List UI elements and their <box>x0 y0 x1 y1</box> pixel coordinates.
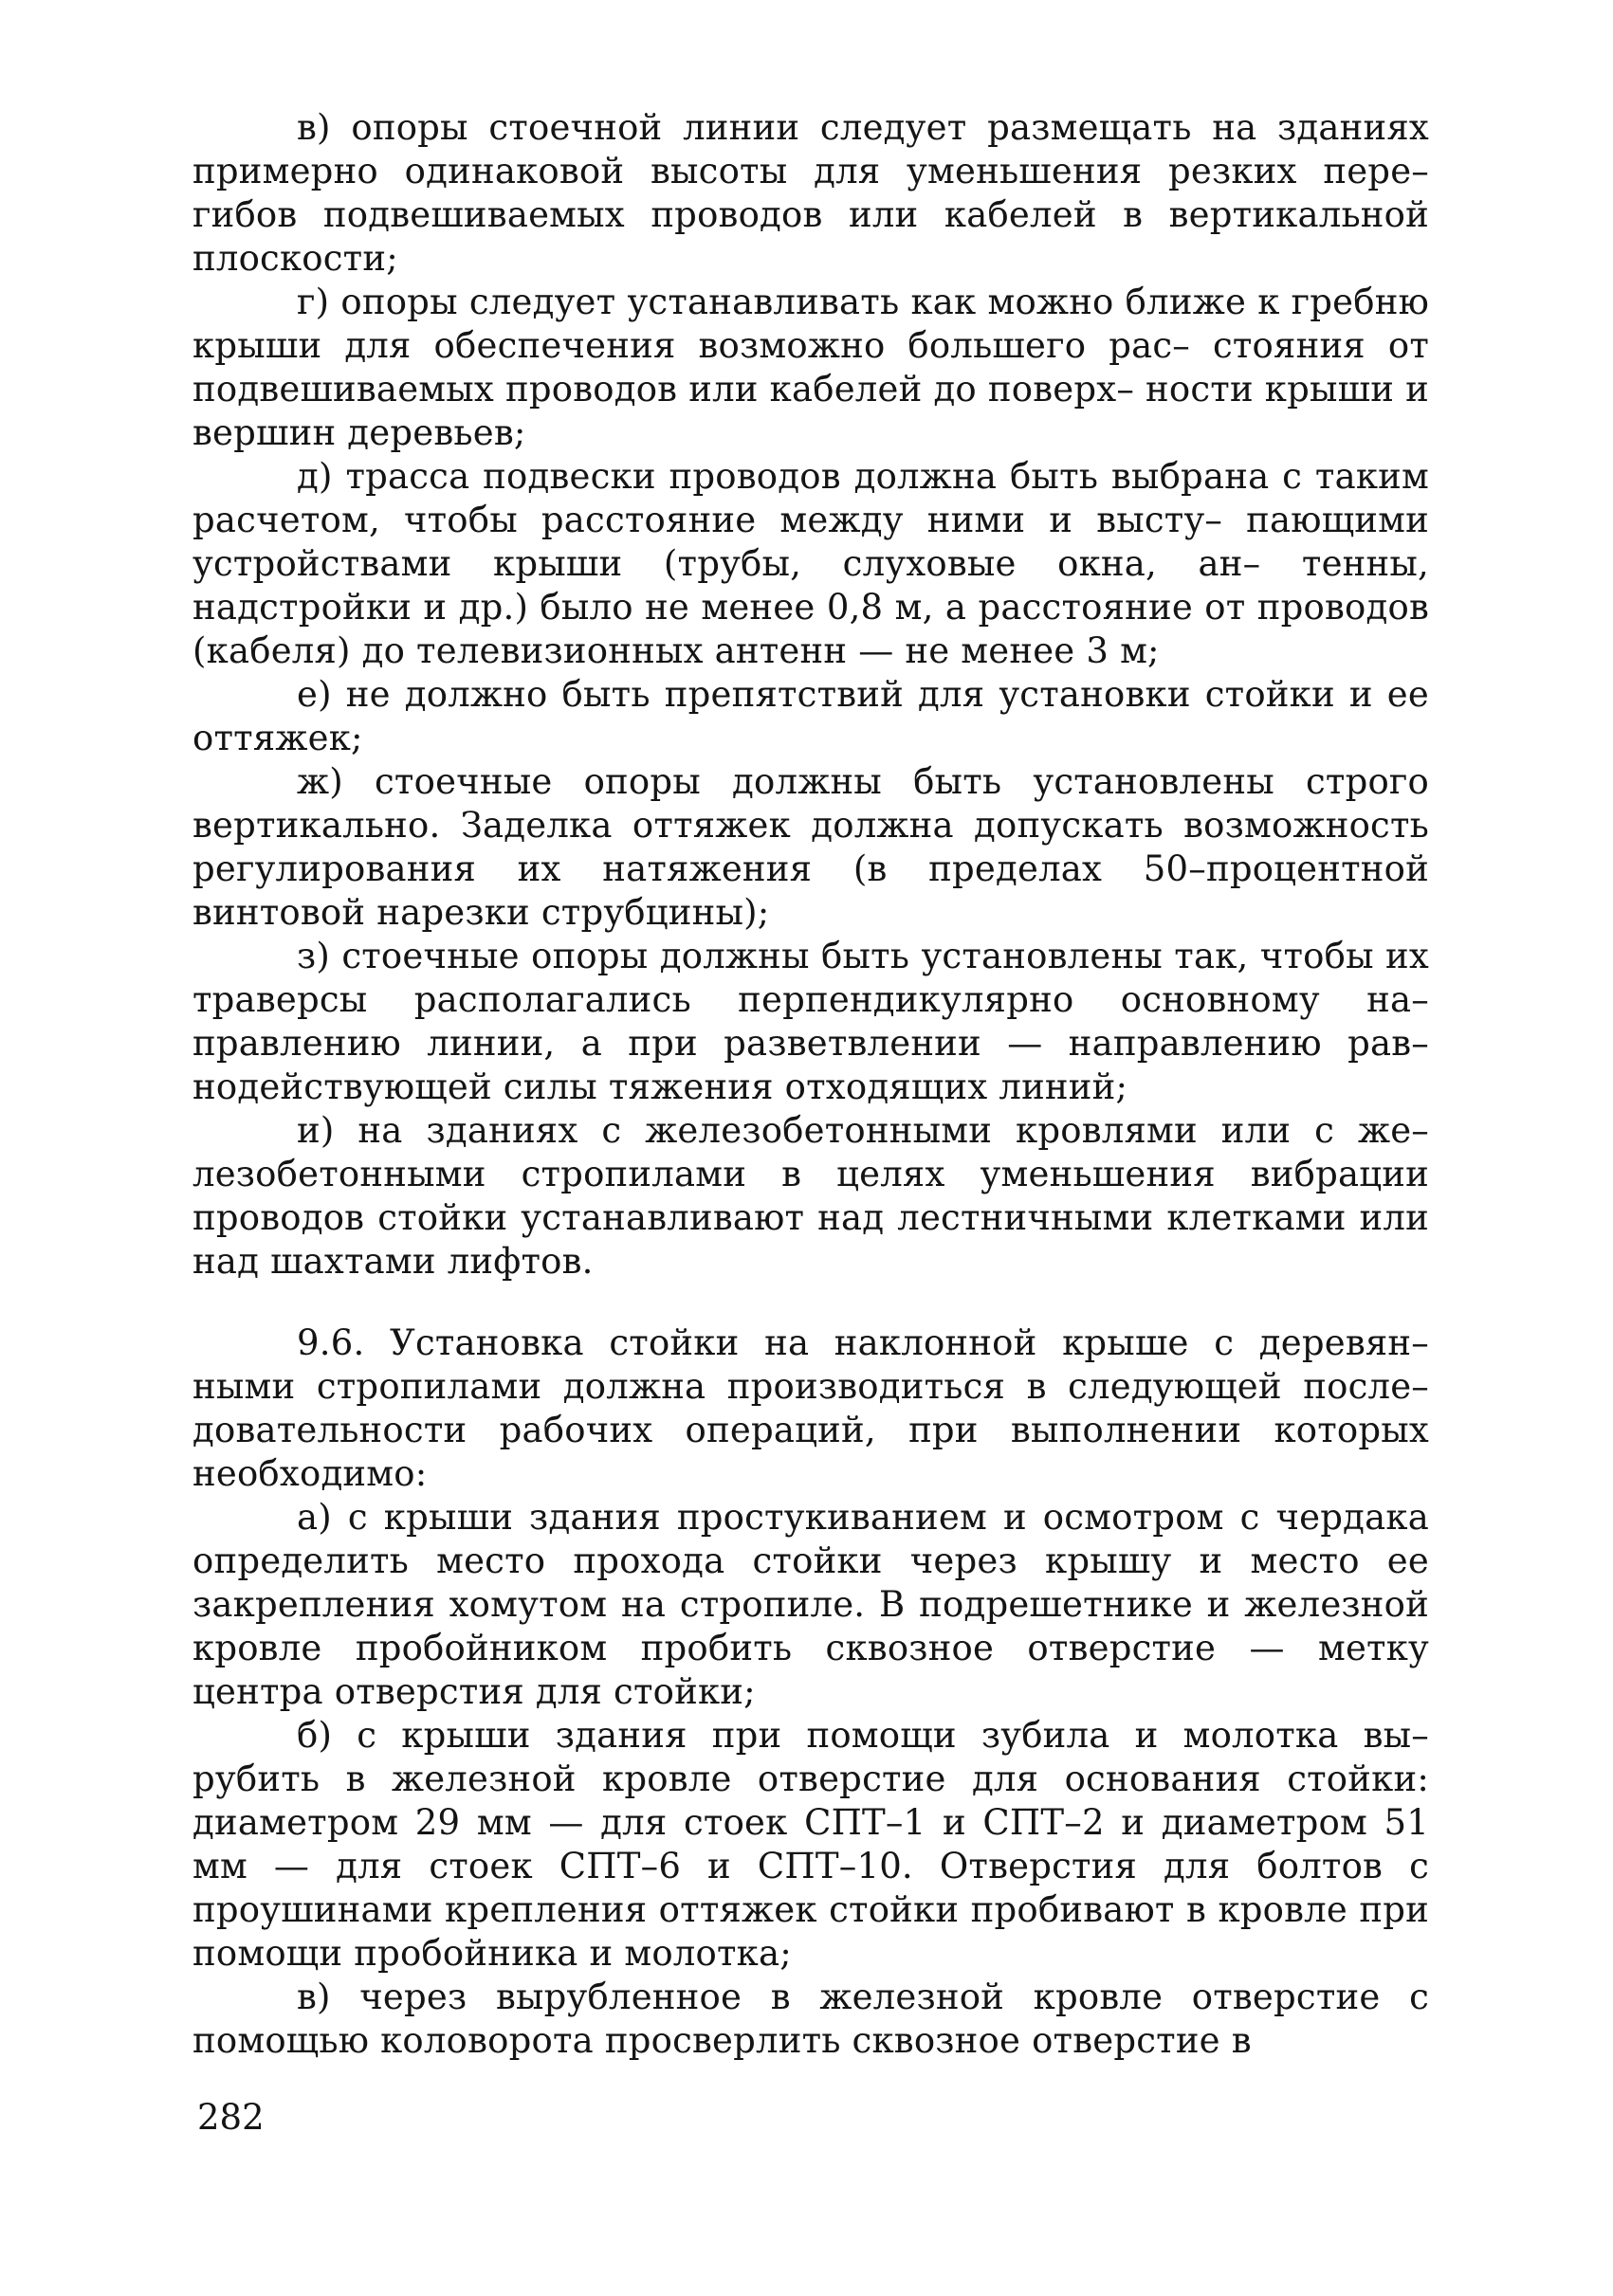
paragraph-item-g: г) опоры следует устанавливать как можно ближе к гребню крыши для обеспечения возможно большего рас– стояния от подвешиваемых проводов или кабелей до поверх– ности крыши и вершин деревьев; <box>192 282 1429 453</box>
paragraph-item-a: а) с крыши здания простукиванием и осмотром с чердака определить место прохода стойки через крышу и место ее закрепления хомутом на стропиле. В подрешетнике и железной кровле пробойником пробить сквозное отверстие — метку центра отверстия для стойки; <box>192 1497 1429 1712</box>
paragraph-item-v: в) опоры стоечной линии следует размещать на зданиях примерно одинаковой высоты для уменьшения резких пере– гибов подвешиваемых проводов или кабелей в вертикальной плоскости; <box>192 107 1429 279</box>
paragraph-item-d: д) трасса подвески проводов должна быть выбрана с таким расчетом, чтобы расстояние между ними и высту– пающими устройствами крыши (трубы, слуховые окна, ан– тенны, надстройки и др.) было не менее 0,8 м, а расстояние от проводов (кабеля) до телевизионных антенн — не менее 3 м; <box>192 456 1429 671</box>
paragraph-item-zh: ж) стоечные опоры должны быть установлены строго вертикально. Заделка оттяжек должна допускать возможность регулирования их натяжения (в пределах 50–процентной винтовой нарезки струбцины); <box>192 761 1429 933</box>
paragraph-item-i: и) на зданиях с железобетонными кровлями или с же– лезобетонными стропилами в целях уменьшения вибрации проводов стойки устанавливают над лестничными клетками или над шахтами лифтов. <box>192 1110 1429 1282</box>
paragraph-item-z: з) стоечные опоры должны быть установлены так, чтобы их траверсы располагались перпендикулярно основному на– правлению линии, а при разветвлении — направлению рав– нодействующей силы тяжения отходящих линий; <box>192 936 1429 1107</box>
page-number: 282 <box>197 2097 265 2138</box>
section-9-6-intro: 9.6. Установка стойки на наклонной крыше с деревян– ными стропилами должна производиться в следующей после– довательности рабочих операций, при выполнении которых необходимо: <box>192 1322 1429 1494</box>
paragraph-item-b: б) с крыши здания при помощи зубила и молотка вы– рубить в железной кровле отверстие для основания стойки: диаметром 29 мм — для стоек СПТ–1 и СПТ–2 и диаметром 51 мм — для стоек СПТ–6 и СПТ–10. Отверстия для болтов с проушинами крепления оттяжек стойки пробивают в кровле при помощи пробойника и молотка; <box>192 1715 1429 1974</box>
body-text <box>192 106 1429 2063</box>
paragraph-item-v2: в) через вырубленное в железной кровле отверстие с помощью коловорота просверлить сквозное отверстие в <box>192 1977 1429 2061</box>
paragraph-item-e: е) не должно быть препятствий для установки стойки и ее оттяжек; <box>192 674 1429 758</box>
